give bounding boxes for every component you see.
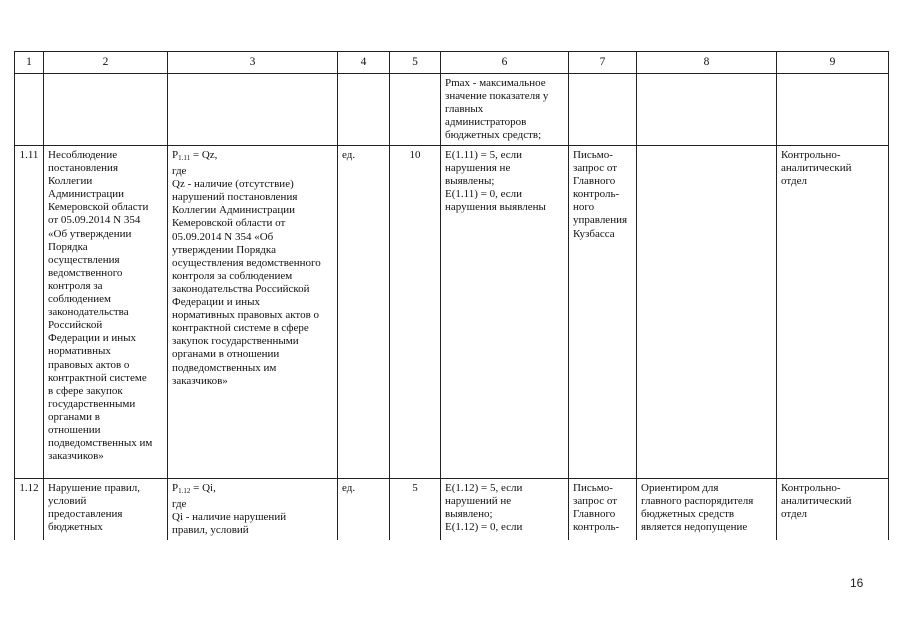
formula-description	[168, 74, 338, 146]
violation-name	[44, 74, 168, 146]
indicators-table	[14, 51, 889, 540]
weight: 5	[390, 479, 441, 541]
unit	[338, 74, 390, 146]
header-cell-1: 1	[15, 52, 44, 74]
header-cell-9: 9	[777, 52, 889, 74]
table-row	[15, 74, 889, 146]
table-row	[15, 479, 889, 541]
evaluation: Pmax - максимальное значение показателя у главных администраторов бюджетных средств;	[441, 74, 569, 146]
formula: $P_{1.12} = Qi$,	[172, 482, 216, 495]
source	[569, 74, 637, 146]
table-header-row	[15, 52, 889, 74]
row-number	[15, 74, 44, 146]
violation-name: Несоблюдение постановления Коллегии Администрации Кемеровской области от 05.09.2014 N 354 «Об утверждении Порядка осуществления ведомственного контроля за соблюдением законодательства Российской Федерации и иных нормативных правовых актов о контрактной системе в сфере закупок государственными органами в отношении подведомственных им заказчиков»	[44, 146, 168, 479]
formula: $P_{1.11} = Qz$,	[172, 149, 218, 162]
responsible: Контрольно- аналитический отдел	[777, 479, 889, 541]
page-number: 16	[850, 576, 864, 590]
row-number: 1.11	[15, 146, 44, 479]
responsible: Контрольно- аналитический отдел	[777, 146, 889, 479]
header-cell-2: 2	[44, 52, 168, 74]
responsible	[777, 74, 889, 146]
header-cell-4: 4	[338, 52, 390, 74]
header-cell-3: 3	[168, 52, 338, 74]
source: Письмо- запрос от Главного контроль- ного управления Кузбасса	[569, 146, 637, 479]
table-row	[15, 146, 889, 479]
row-number: 1.12	[15, 479, 44, 541]
guideline: Ориентиром для главного распорядителя бюджетных средств является недопущение	[637, 479, 777, 541]
guideline	[637, 74, 777, 146]
evaluation: E(1.12) = 5, если нарушений не выявлено; E(1.12) = 0, если	[441, 479, 569, 541]
weight: 10	[390, 146, 441, 479]
violation-name: Нарушение правил, условий предоставления бюджетных	[44, 479, 168, 541]
source: Письмо- запрос от Главного контроль-	[569, 479, 637, 541]
weight	[390, 74, 441, 146]
unit: ед.	[338, 146, 390, 479]
evaluation: E(1.11) = 5, если нарушения не выявлены; E(1.11) = 0, если нарушения выявлены	[441, 146, 569, 479]
unit: ед.	[338, 479, 390, 541]
header-cell-5: 5	[390, 52, 441, 74]
formula-description: где Qz - наличие (отсутствие) нарушений постановления Коллегии Администрации Кемеровской области от 05.09.2014 N 354 «Об утверждении Порядка осуществления ведомственного контроля за соблюдением законодательства Российской Федерации и иных нормативных правовых актов о контрактной системе в сфере закупок государственными органами в отношении подведомственных им заказчиков»	[172, 165, 321, 387]
header-cell-6: 6	[441, 52, 569, 74]
header-cell-7: 7	[569, 52, 637, 74]
header-cell-8: 8	[637, 52, 777, 74]
formula-cell	[168, 146, 338, 479]
formula-description: где Qi - наличие нарушений правил, условий	[172, 498, 287, 537]
formula-cell	[168, 479, 338, 541]
guideline	[637, 146, 777, 479]
